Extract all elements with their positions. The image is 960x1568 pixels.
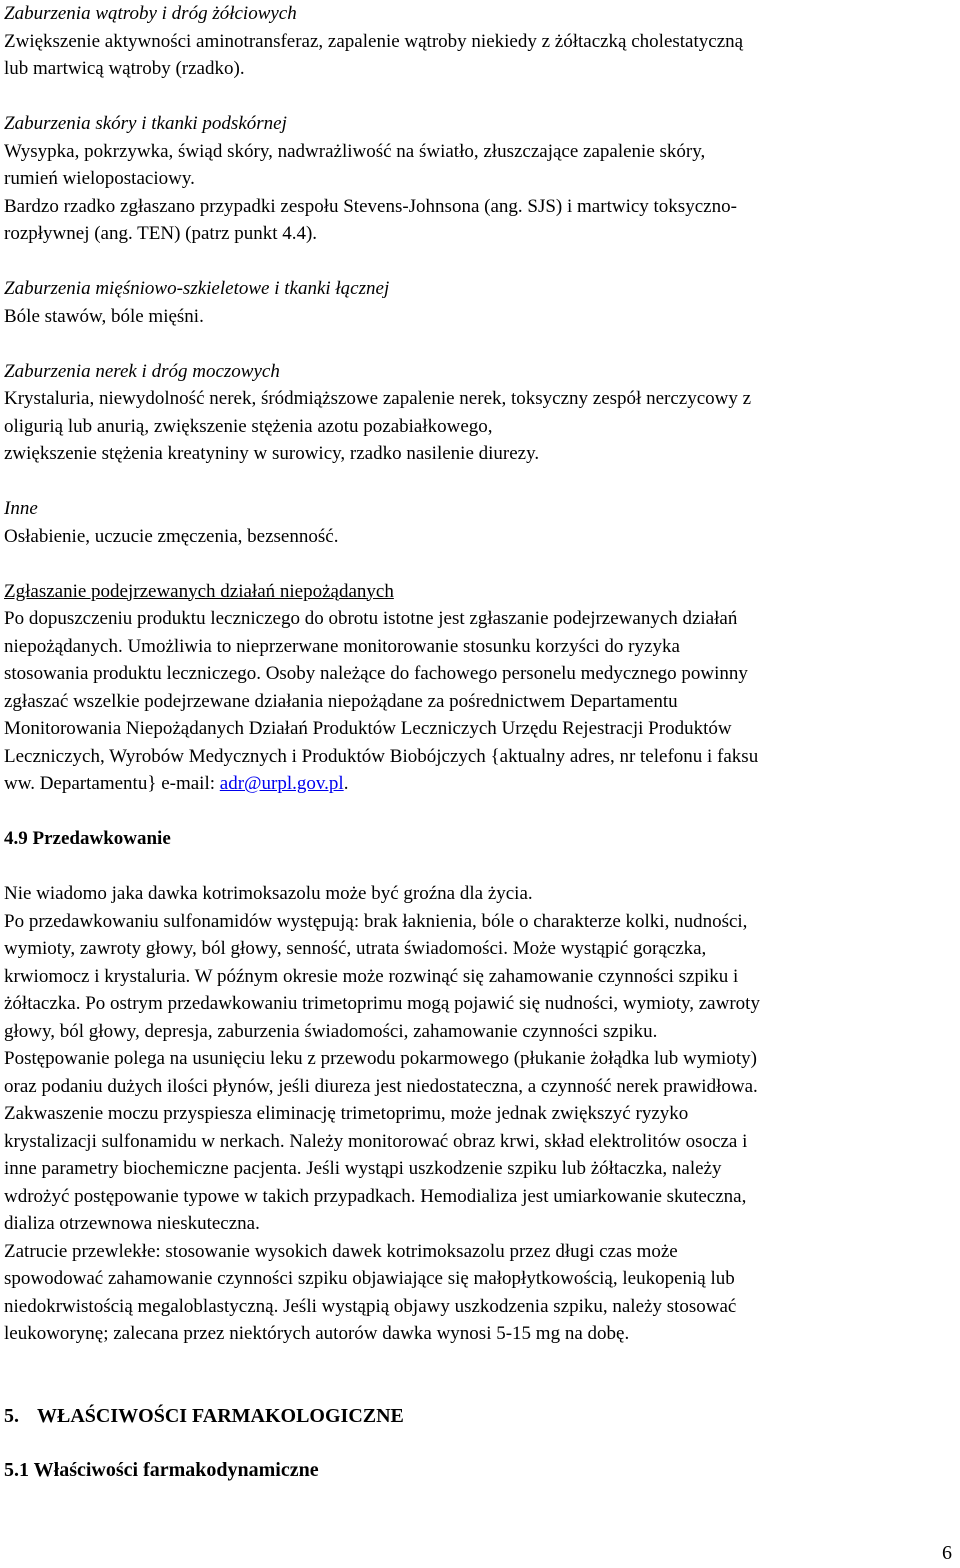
reporting-last-line (4, 770, 956, 798)
reporting-line: stosowania produktu leczniczego. Osoby należące do fachowego personelu medycznego powinny (4, 663, 748, 684)
other-heading: Inne (4, 498, 38, 519)
overdose-section (4, 825, 956, 1348)
reporting-section (4, 578, 956, 798)
skin-heading: Zaburzenia skóry i tkanki podskórnej (4, 113, 287, 134)
liver-heading: Zaburzenia wątroby i dróg żółciowych (4, 3, 297, 24)
overdose-line: krystalizacji sulfonamidu w nerkach. Należy monitorować obraz krwi, skład elektrolitów osocza i (4, 1130, 748, 1152)
kidney-section (4, 358, 956, 468)
overdose-line: Zatrucie przewlekłe: stosowanie wysokich dawek kotrimoksazolu przez długi czas może (4, 1240, 678, 1262)
overdose-line: Zakwaszenie moczu przyspiesza eliminację trimetoprimu, może jednak zwiększyć ryzyko (4, 1103, 689, 1124)
muscle-section (4, 275, 956, 330)
liver-section (4, 0, 956, 83)
document-page (4, 0, 956, 1485)
skin-section (4, 110, 956, 248)
kidney-line: Krystaluria, niewydolność nerek, śródmiąższowe zapalenie nerek, toksyczny zespół nerczycowy z (4, 388, 752, 409)
overdose-line: Po przedawkowaniu sulfonamidów występują: brak łaknienia, bóle o charakterze kolki, nudności, (4, 910, 748, 932)
overdose-line: dializa otrzewnowa nieskuteczna. (4, 1213, 260, 1234)
section-5-1-heading: 5.1 Właściwości farmakodynamiczne (4, 1459, 319, 1481)
section-5-number: 5. (4, 1404, 19, 1427)
overdose-line: wymioty, zawroty głowy, ból głowy, senność, utrata świadomości. Może wystąpić gorączka, (4, 938, 707, 959)
overdose-line: żółtaczka. Po ostrym przedawkowaniu trimetoprimu mogą pojawić się nudności, wymioty, zawroty (4, 993, 760, 1014)
muscle-line: Bóle stawów, bóle mięśni. (4, 305, 204, 327)
kidney-line: oligurią lub anurią, zwiększenie stężenia azotu pozabiałkowego, (4, 415, 493, 437)
overdose-line: Nie wiadomo jaka dawka kotrimoksazolu może być groźna dla życia. (4, 883, 533, 904)
overdose-line: oraz podaniu dużych ilości płynów, jeśli diureza jest niedostateczna, a czynność nerek prawidłowa. (4, 1075, 758, 1097)
other-line: Osłabienie, uczucie zmęczenia, bezsenność. (4, 525, 339, 547)
reporting-line: niepożądanych. Umożliwia to nieprzerwane monitorowanie stosunku korzyści do ryzyka (4, 635, 680, 657)
skin-line: rozpływnej (ang. TEN) (patrz punkt 4.4). (4, 223, 318, 244)
other-section (4, 495, 956, 550)
reporting-line: Po dopuszczeniu produktu leczniczego do obrotu istotne jest zgłaszanie podejrzewanych działań (4, 608, 738, 629)
liver-line: Zwiększenie aktywności aminotransferaz, zapalenie wątroby niekiedy z żółtaczką cholestatyczną (4, 30, 744, 52)
overdose-line: spowodować zahamowanie czynności szpiku objawiające się małopłytkowością, leukopenią lub (4, 1268, 735, 1289)
reporting-last-suffix: . (343, 773, 349, 794)
overdose-line: Postępowanie polega na usunięciu leku z przewodu pokarmowego (płukanie żołądka lub wymioty) (4, 1048, 757, 1069)
reporting-last-prefix: ww. Departamentu} e-mail: (4, 773, 220, 794)
overdose-line: wdrożyć postępowanie typowe w takich przypadkach. Hemodializa jest umiarkowanie skuteczna, (4, 1185, 747, 1207)
overdose-line: głowy, ból głowy, depresja, zaburzenia świadomości, zahamowanie czynności szpiku. (4, 1020, 658, 1042)
reporting-heading: Zgłaszanie podejrzewanych działań niepożądanych (4, 580, 394, 602)
skin-line: rumień wielopostaciowy. (4, 168, 195, 189)
section-5-title: WŁAŚCIWOŚCI FARMAKOLOGICZNE (37, 1404, 404, 1427)
page-number: 6 (942, 1542, 952, 1564)
skin-line: Bardzo rzadko zgłaszano przypadki zespołu Stevens-Johnsona (ang. SJS) i martwicy toksyczno- (4, 195, 737, 217)
email-link[interactable]: adr@urpl.gov.pl (219, 773, 344, 794)
section-5-heading (4, 1403, 956, 1431)
overdose-heading: 4.9 Przedawkowanie (4, 828, 171, 849)
reporting-line: zgłaszać wszelkie podejrzewane działania niepożądane za pośrednictwem Departamentu (4, 690, 678, 712)
kidney-heading: Zaburzenia nerek i dróg moczowych (4, 360, 280, 382)
skin-line: Wysypka, pokrzywka, świąd skóry, nadwrażliwość na światło, złuszczające zapalenie skóry, (4, 140, 706, 162)
overdose-line: leukoworynę; zalecana przez niektórych autorów dawka wynosi 5-15 mg na dobę. (4, 1323, 630, 1344)
muscle-heading: Zaburzenia mięśniowo-szkieletowe i tkanki łącznej (4, 278, 390, 299)
liver-line: lub martwicą wątroby (rzadko). (4, 58, 245, 79)
overdose-line: niedokrwistością megaloblastyczną. Jeśli wystąpią objawy uszkodzenia szpiku, należy stosować (4, 1295, 737, 1317)
reporting-line: Leczniczych, Wyrobów Medycznych i Produktów Biobójczych {aktualny adres, nr telefonu i faksu (4, 745, 759, 767)
overdose-line: krwiomocz i krystaluria. W późnym okresie może rozwinąć się zahamowanie czynności szpiku i (4, 965, 739, 987)
reporting-line: Monitorowania Niepożądanych Działań Produktów Leczniczych Urzędu Rejestracji Produktów (4, 718, 732, 739)
kidney-line: zwiększenie stężenia kreatyniny w surowicy, rzadko nasilenie diurezy. (4, 443, 540, 464)
overdose-line: inne parametry biochemiczne pacjenta. Jeśli wystąpi uszkodzenie szpiku lub żółtaczka, należy (4, 1158, 722, 1179)
